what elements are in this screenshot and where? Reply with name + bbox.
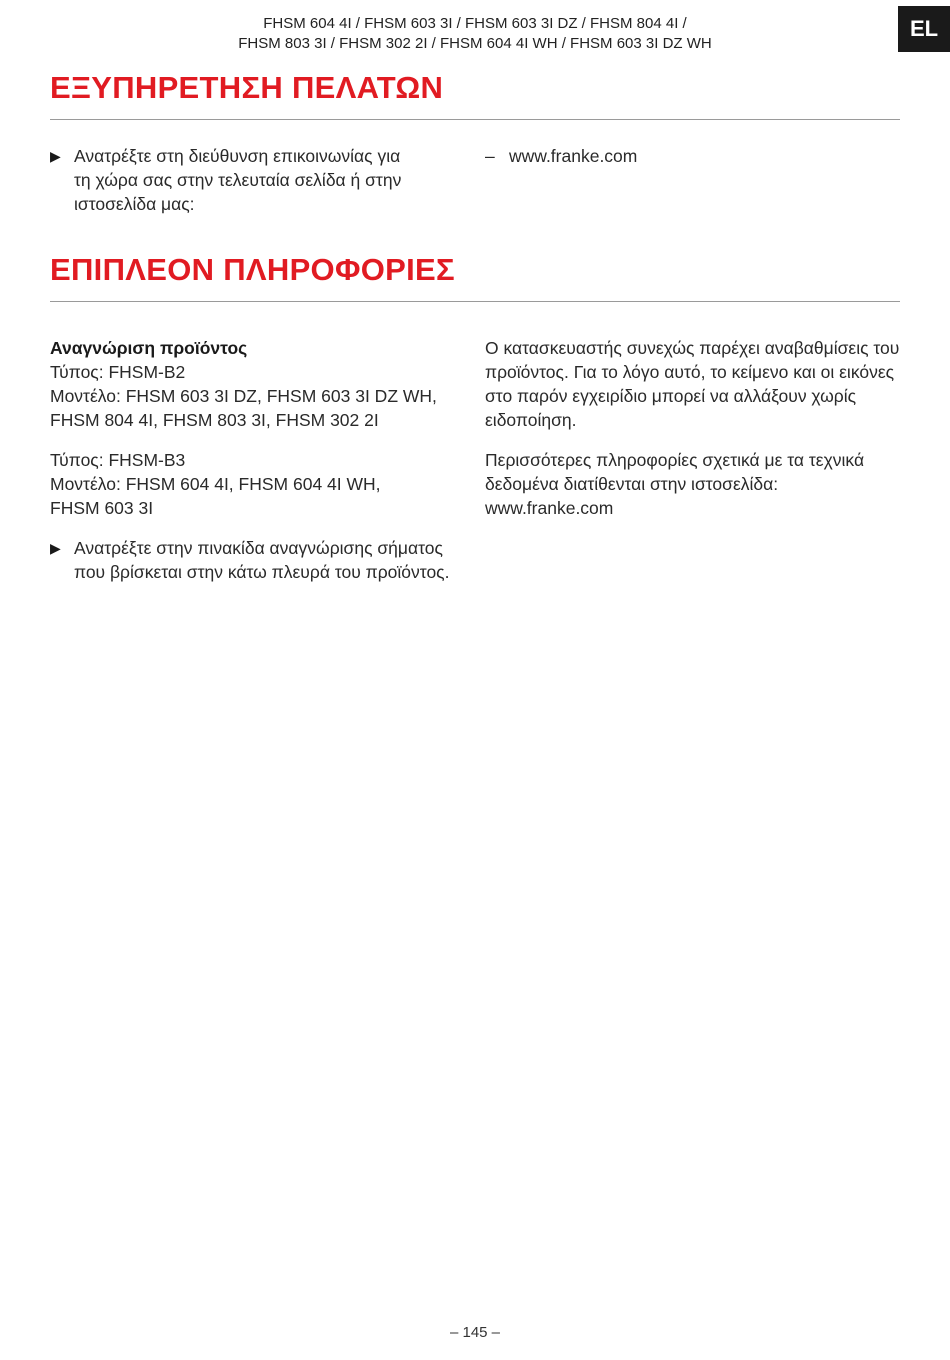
additional-info-right-column	[485, 336, 905, 520]
header-models-line-1: FHSM 604 4I / FHSM 603 3I / FHSM 603 3I DZ / FHSM 804 4I /	[263, 15, 687, 32]
page-number: – 145 –	[449, 1324, 501, 1341]
section-divider	[50, 119, 900, 120]
triangle-bullet-icon: ▶	[50, 540, 61, 556]
dash-item	[485, 144, 905, 168]
bullet-item	[50, 144, 410, 216]
bullet-item	[50, 536, 460, 584]
type-b3: Τύπος: FHSM-B3	[50, 450, 186, 470]
customer-service-website	[485, 144, 905, 168]
more-info-text: Περισσότερες πληροφορίες σχετικά με τα τεχνικά δεδομένα διατίθενται στην ιστοσελίδα:	[485, 450, 865, 494]
customer-service-instruction-text: Ανατρέξτε στη διεύθυνση επικοινωνίας για τη χώρα σας στην τελευταία σελίδα ή στην ιστοσελίδα μας:	[74, 146, 402, 214]
models-b2: Μοντέλο: FHSM 603 3I DZ, FHSM 603 3I DZ WH, FHSM 804 4I, FHSM 803 3I, FHSM 302 2I	[50, 386, 437, 430]
more-info-website[interactable]: www.franke.com	[485, 498, 614, 518]
updates-text: Ο κατασκευαστής συνεχώς παρέχει αναβαθμίσεις του προϊόντος. Για το λόγο αυτό, το κείμενο και οι εικόνες στο παρόν εγχειρίδιο μπορεί να αλλάξουν χωρίς ειδοποίηση.	[485, 338, 900, 430]
nameplate-instruction: Ανατρέξτε στην πινακίδα αναγνώρισης σήματος που βρίσκεται στην κάτω πλευρά του προϊόντος.	[74, 538, 450, 582]
dash-bullet-icon: –	[485, 146, 495, 166]
product-identification	[50, 336, 460, 584]
triangle-bullet-icon: ▶	[50, 148, 61, 164]
models-b3: Μοντέλο: FHSM 604 4I, FHSM 604 4I WH, FHSM 603 3I	[50, 474, 381, 518]
type-b2: Τύπος: FHSM-B2	[50, 362, 186, 382]
customer-service-title: ΕΞΥΠΗΡΕΤΗΣΗ ΠΕΛΑΤΩΝ	[50, 70, 444, 105]
header-models	[150, 14, 800, 54]
language-badge: EL	[898, 6, 950, 52]
additional-info-title: ΕΠΙΠΛΕΟΝ ΠΛΗΡΟΦΟΡΙΕΣ	[50, 252, 455, 287]
website-link[interactable]: www.franke.com	[509, 146, 638, 166]
customer-service-instruction	[50, 144, 410, 216]
header-models-line-2: FHSM 803 3I / FHSM 302 2I / FHSM 604 4I WH / FHSM 603 3I DZ WH	[238, 35, 712, 52]
section-divider	[50, 301, 900, 302]
product-identification-heading: Αναγνώριση προϊόντος	[50, 338, 248, 358]
